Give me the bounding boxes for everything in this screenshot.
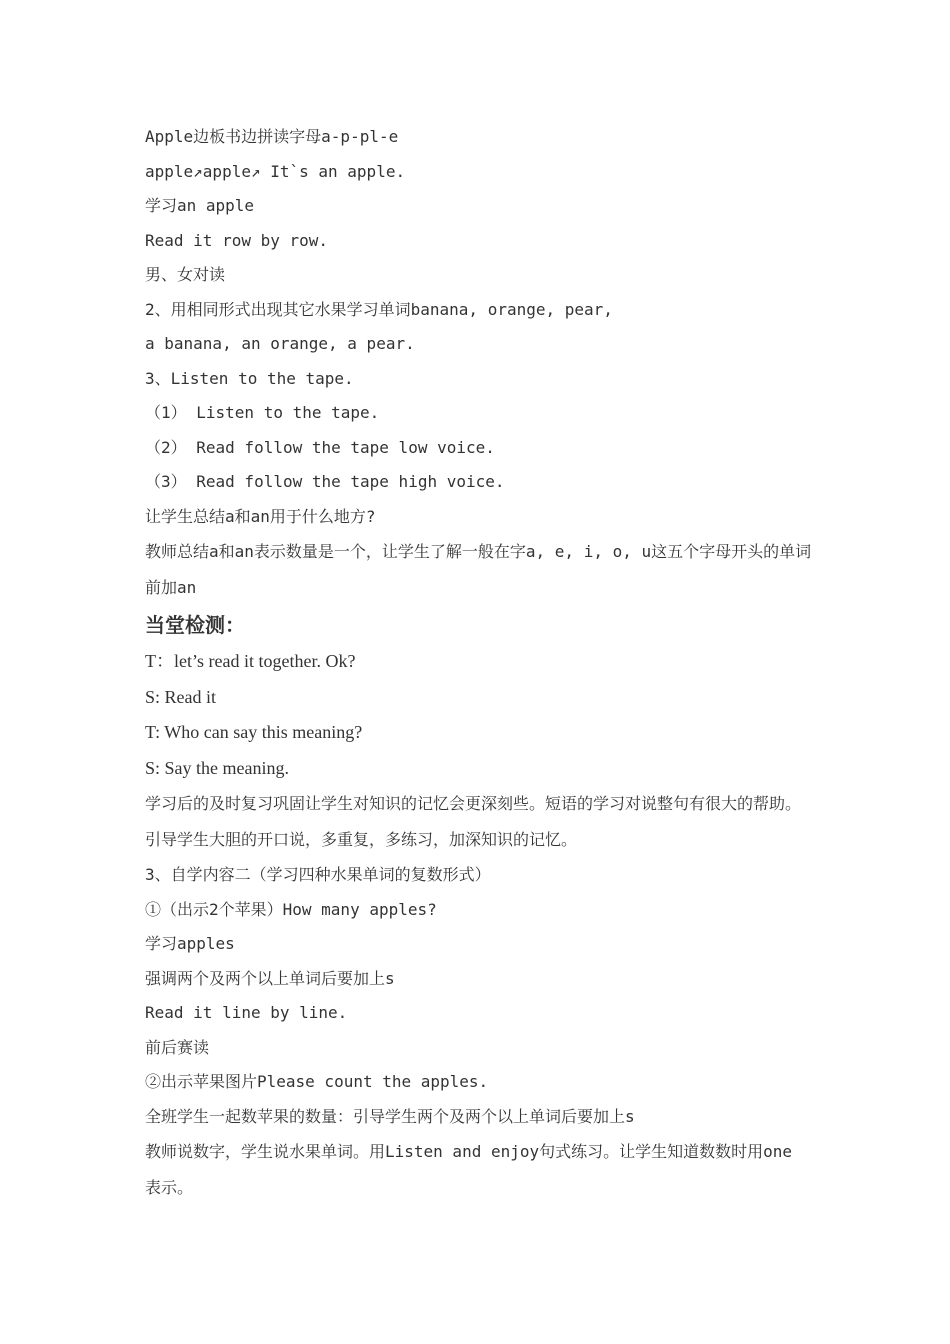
text-line: 学习apples [145, 934, 235, 953]
text-line: 3、自学内容二（学习四种水果单词的复数形式） [145, 865, 491, 884]
dialog-line: T：let’s read it together. Ok? [145, 651, 356, 671]
text-line: Apple边板书边拼读字母a-p-pl-e [145, 127, 399, 146]
text-line: ①（出示2个苹果）How many apples? [145, 899, 437, 919]
text-line: 3、Listen to the tape. [145, 368, 354, 388]
text-line: Read it row by row. [145, 230, 329, 250]
text-line: 前后赛读 [145, 1037, 210, 1057]
dialog-line: S: Say the meaning. [145, 757, 289, 778]
text-line: （2） Read follow the tape low voice. [145, 437, 495, 457]
text-line: （3） Read follow the tape high voice. [145, 472, 505, 491]
document-page [145, 120, 815, 1206]
text-line: 全班学生一起数苹果的数量：引导学生两个及两个以上单词后要加上s [145, 1106, 635, 1126]
final-paragraph: 教师说数字，学生说水果单词。用Listen and enjoy句式练习。让学生知道数数时用one 表示。 [145, 1142, 793, 1197]
text-line: 学习an apple [145, 196, 255, 215]
dialog-line: S: Read it [145, 686, 216, 707]
review-paragraph: 学习后的及时复习巩固让学生对知识的记忆会更深刻些。短语的学习对说整句有很大的帮助。引导学生大胆的开口说，多重复，多练习，加深知识的记忆。 [145, 794, 802, 849]
text-line: ②出示苹果图片Please count the apples. [145, 1072, 489, 1091]
dialog-line: T: Who can say this meaning? [145, 722, 363, 742]
section-heading: 当堂检测： [145, 613, 245, 637]
text-line: 强调两个及两个以上单词后要加上s [145, 968, 395, 988]
text-line: 男、女对读 [145, 265, 226, 284]
text-line: Read it line by line. [145, 1003, 348, 1022]
text-line: （1） Listen to the tape. [145, 403, 380, 422]
text-line: 2、用相同形式出现其它水果学习单词banana, orange, pear, [145, 299, 613, 319]
text-line: apple↗apple↗ It`s an apple. [145, 161, 406, 181]
summary-paragraph: 教师总结a和an表示数量是一个，让学生了解一般在字a, e, i, o, u这五个字母开头的单词前加an [145, 542, 812, 597]
text-line: a banana, an orange, a pear. [145, 334, 415, 353]
text-line: 让学生总结a和an用于什么地方? [145, 506, 376, 526]
